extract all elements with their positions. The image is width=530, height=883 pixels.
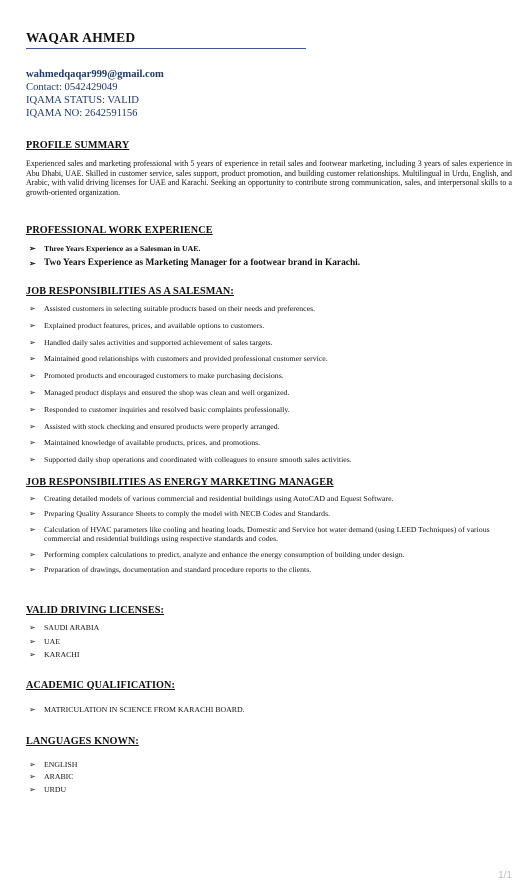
- arrow-bullet-icon: ➢: [29, 772, 36, 782]
- arrow-bullet-icon: ➢: [29, 784, 36, 794]
- arrow-bullet-icon: ➢: [29, 337, 36, 347]
- list-item: ➢ URDU: [29, 784, 67, 794]
- iqama-number-text: IQAMA NO: 2642591156: [26, 108, 138, 119]
- list-item: ➢ Supported daily shop operations and coordinated with colleagues to ensure smooth sales activities.: [29, 455, 352, 465]
- arrow-bullet-icon: ➢: [29, 304, 36, 313]
- arrow-bullet-icon: ➢: [29, 524, 36, 534]
- arrow-bullet-icon: ➢: [29, 421, 36, 431]
- arrow-bullet-icon: ➢: [29, 649, 36, 659]
- academic-heading: ACADEMIC QUALIFICATION:: [26, 680, 175, 691]
- arrow-bullet-icon: ➢: [29, 760, 36, 769]
- arrow-bullet-icon: ➢: [29, 259, 36, 269]
- list-item: ➢ Two Years Experience as Marketing Manager for a footwear brand in Karachi.: [29, 258, 361, 269]
- list-item: ➢ Handled daily sales activities and supported achievement of sales targets.: [29, 337, 273, 347]
- arrow-bullet-icon: ➢: [29, 455, 36, 465]
- salesman-responsibilities-list: [26, 304, 516, 465]
- arrow-bullet-icon: ➢: [29, 354, 36, 364]
- arrow-bullet-icon: ➢: [29, 438, 36, 448]
- experience-list: [26, 244, 516, 269]
- arrow-bullet-icon: ➢: [29, 705, 36, 714]
- arrow-bullet-icon: ➢: [29, 320, 36, 330]
- languages-heading: LANGUAGES KNOWN:: [26, 736, 139, 747]
- list-item: ➢ UAE: [29, 637, 61, 647]
- list-item: ➢ Calculation of HVAC parameters like cooling and heating loads, Domestic and Service hot water demand (using LEED Techniques) of various commercial and residential buildings using respective standards and codes.: [29, 524, 490, 544]
- languages-list: [26, 760, 516, 794]
- list-item: ➢ Promoted products and encouraged customers to make purchasing decisions.: [29, 371, 284, 381]
- list-item: ➢ Assisted customers in selecting suitable products based on their needs and preferences.: [29, 304, 316, 313]
- licenses-heading: VALID DRIVING LICENSES:: [26, 605, 164, 616]
- email-link[interactable]: wahmedqaqar999@gmail.com: [26, 69, 164, 80]
- arrow-bullet-icon: ➢: [29, 623, 36, 632]
- academic-list: [26, 705, 516, 714]
- list-item: ➢ ARABIC: [29, 772, 74, 782]
- list-item: ➢ SAUDI ARABIA: [29, 623, 100, 632]
- profile-heading: PROFILE SUMMARY: [26, 140, 130, 151]
- resume-name: WAQAR AHMED: [26, 30, 136, 45]
- list-item: ➢ Preparing Quality Assurance Sheets to comply the model with NECB Codes and Standards.: [29, 509, 331, 519]
- arrow-bullet-icon: ➢: [29, 637, 36, 647]
- list-item: ➢ Creating detailed models of various commercial and residential buildings using AutoCAD and Equest Software.: [29, 494, 394, 503]
- arrow-bullet-icon: ➢: [29, 494, 36, 503]
- name-underline: [26, 48, 306, 49]
- arrow-bullet-icon: ➢: [29, 549, 36, 559]
- list-item: ➢ Three Years Experience as a Salesman in UAE.: [29, 244, 201, 253]
- arrow-bullet-icon: ➢: [29, 387, 36, 397]
- energy-heading: JOB RESPONSIBILITIES AS ENERGY MARKETING MANAGER: [26, 477, 334, 488]
- arrow-bullet-icon: ➢: [29, 371, 36, 381]
- profile-summary-text: Experienced sales and marketing professional with 5 years of experience in retail sales and footwear marketing, including 3 years of sales experience in Abu Dhabi, UAE. Skilled in customer service, sales support, product promotion, and building customer relationships. Multilingual in Urdu, English, and Arabic, with valid driving licenses for UAE and Karachi. Seeking an opportunity to contribute strong communication, sales, and interpersonal skills to a growth-oriented organization.: [26, 159, 512, 197]
- list-item: ➢ Preparation of drawings, documentation and standard procedure reports to the clients.: [29, 565, 312, 575]
- arrow-bullet-icon: ➢: [29, 509, 36, 519]
- list-item: ➢ MATRICULATION IN SCIENCE FROM KARACHI BOARD.: [29, 705, 245, 714]
- page-indicator: 1/1: [498, 870, 512, 881]
- list-item: ➢ Maintained knowledge of available products, prices, and promotions.: [29, 438, 261, 448]
- list-item: ➢ KARACHI: [29, 649, 80, 659]
- phone-text: Contact: 0542429049: [26, 82, 118, 93]
- salesman-heading: JOB RESPONSIBILITIES AS A SALESMAN:: [26, 286, 234, 297]
- list-item: ➢ Explained product features, prices, and available options to customers.: [29, 320, 265, 330]
- arrow-bullet-icon: ➢: [29, 244, 36, 253]
- list-item: ➢ ENGLISH: [29, 760, 78, 769]
- list-item: ➢ Assisted with stock checking and ensured products were properly arranged.: [29, 421, 280, 431]
- list-item: ➢ Maintained good relationships with customers and provided professional customer service.: [29, 354, 328, 364]
- experience-heading: PROFESSIONAL WORK EXPERIENCE: [26, 225, 213, 236]
- arrow-bullet-icon: ➢: [29, 565, 36, 575]
- list-item: ➢ Responded to customer inquiries and resolved basic complaints professionally.: [29, 404, 290, 414]
- iqama-status-text: IQAMA STATUS: VALID: [26, 95, 139, 106]
- list-item: ➢ Performing complex calculations to predict, analyze and enhance the energy consumption of building under design.: [29, 549, 405, 559]
- arrow-bullet-icon: ➢: [29, 404, 36, 414]
- energy-responsibilities-list: [26, 494, 516, 574]
- contact-block: [26, 68, 164, 120]
- list-item: ➢ Managed product displays and ensured the shop was clean and well organized.: [29, 387, 290, 397]
- licenses-list: [26, 623, 516, 659]
